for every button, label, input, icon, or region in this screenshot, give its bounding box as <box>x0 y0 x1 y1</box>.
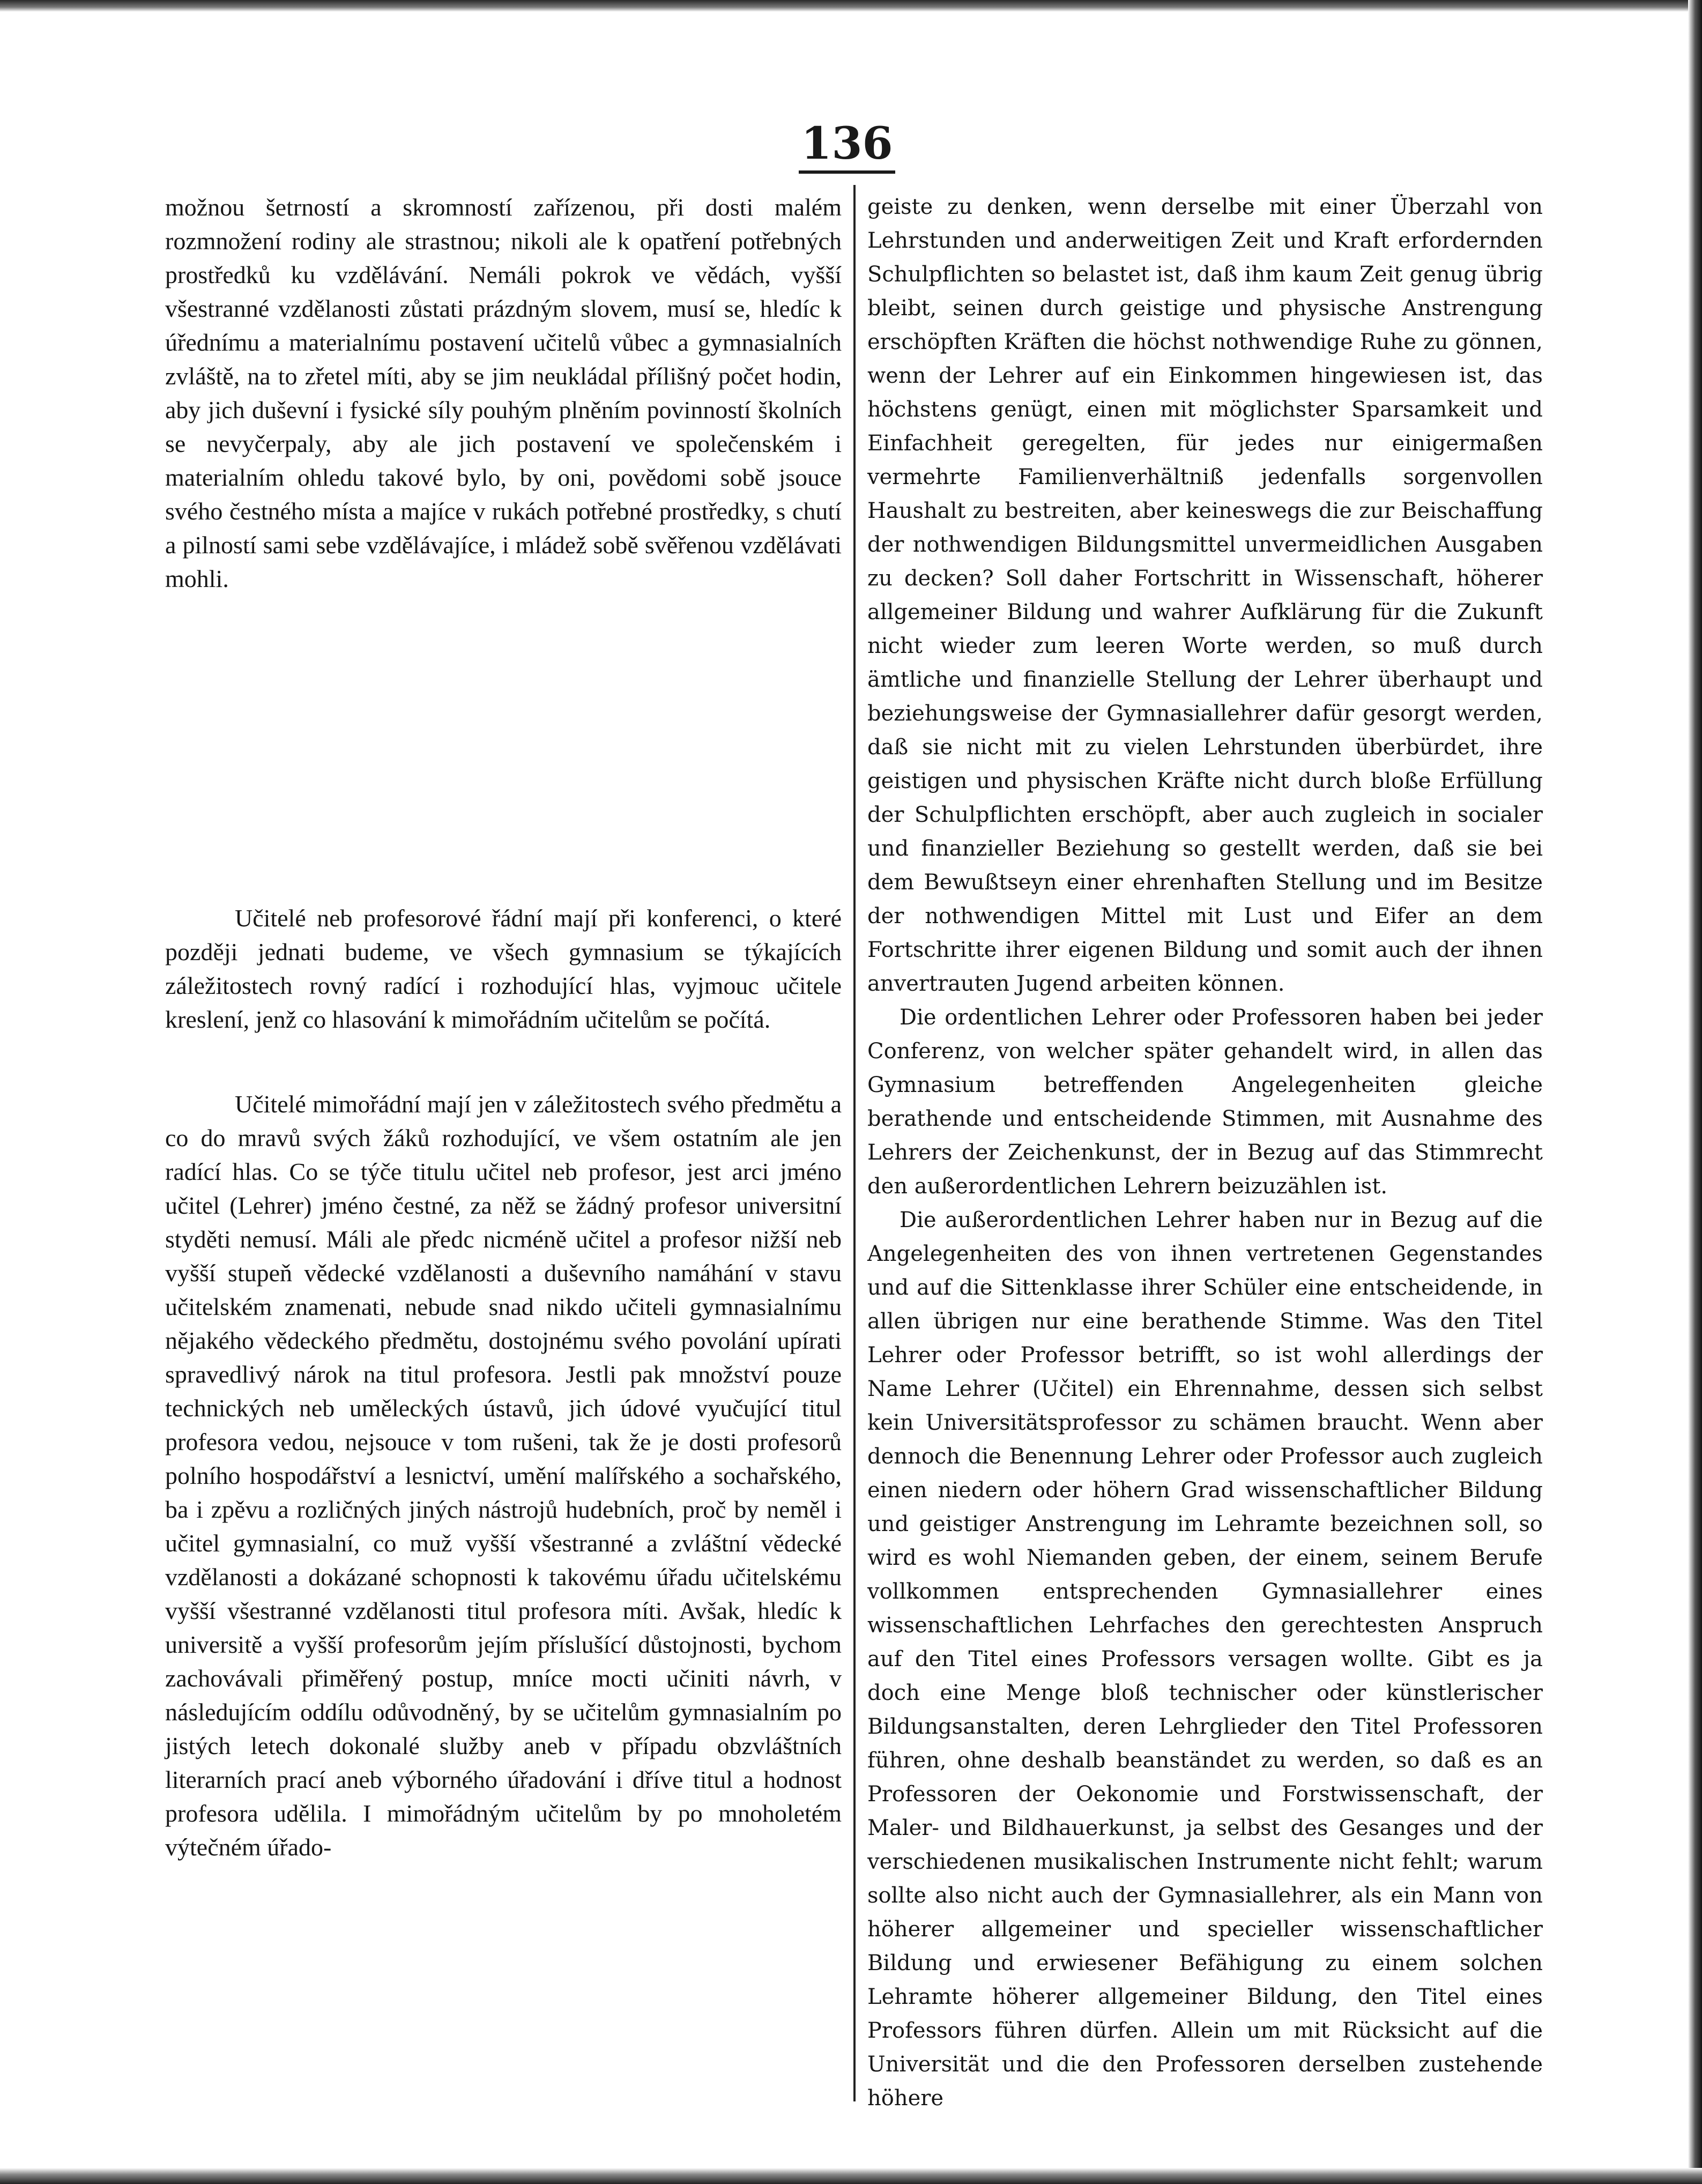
scan-edge-right <box>1688 0 1702 2184</box>
right-column-german <box>867 190 1543 2115</box>
column-divider <box>853 185 856 2101</box>
left-paragraph-1: možnou šetrností a skromností zařízenou, při dosti malém rozmnožení rodiny ale strastnou; nikoli ale k opatření potřebných prostředků ku vzdělávání. Nemáli pokrok ve vědách, vyšší všestranné vzdělanosti zůstati prázdným slovem, musí se, hledíc k úřednímu a materialnímu postavení učitelů vůbec a gymnasialních zvláště, na to zřetel míti, aby se jim neukládal přílišný počet hodin, aby jich duševní i fysické síly pouhým plněním povinností školních se nevyčerpaly, aby ale jich postavení ve společenském i materialním ohledu takové bylo, by oni, povědomi sobě jsouce svého čestného místa a majíce v rukách potřebné prostředky, s chutí a pilností sami sebe vzdělávajíce, i mládež sobě svěřenou vzdělávati mohli. <box>165 194 842 592</box>
left-paragraph-2: Učitelé neb profesorové řádní mají při konferenci, o které později jednati budeme, ve všech gymnasium se týkajících záležitostech rovný radící i rozhodující hlas, vyjmouc učitele kreslení, jenž co hlasování k mimořádním učitelům se počítá. <box>165 904 842 1033</box>
right-paragraph-2: Die ordentlichen Lehrer oder Professoren haben bei jeder Conferenz, von welcher später gehandelt wird, in allen das Gymnasium betreffenden Angelegenheiten gleiche berathende und entscheidende Stimmen, mit Ausnahme des Lehrers der Zeichenkunst, der in Bezug auf das Stimmrecht den außerordentlichen Lehrern beizuzählen ist. <box>867 1005 1543 1199</box>
right-paragraph-3: Die außerordentlichen Lehrer haben nur in Bezug auf die Angelegenheiten des von ihnen vertretenen Gegenstandes und auf die Sittenklasse ihrer Schüler eine entscheidende, in allen übrigen nur eine berathende Stimme. Was den Titel Lehrer oder Professor betrifft, so ist wohl allerdings der Name Lehrer (Učitel) ein Ehrennahme, dessen sich selbst kein Universitätsprofessor zu schämen braucht. Wenn aber dennoch die Benennung Lehrer oder Professor auch zugleich einen niedern oder höhern Grad wissenschaftlicher Bildung und geistiger Anstrengung im Lehramte bezeichnen soll, so wird es wohl Niemanden geben, der einem, seinem Berufe vollkommen entsprechenden Gymnasiallehrer eines wissenschaftlichen Lehrfaches den gerechtesten Anspruch auf den Titel eines Professors versagen wollte. Gibt es ja doch eine Menge bloß technischer oder künstlerischer Bildungsanstalten, deren Lehrglieder den Titel Professoren führen, ohne deshalb beanständet zu werden, so daß es an Professoren der Oekonomie und Forstwissenschaft, der Maler- und Bildhauerkunst, ja selbst des Gesanges und der verschiedenen musikalischen Instrumente nicht fehlt; warum sollte also nicht auch der Gymnasiallehrer, als ein Mann von höherer allgemeiner und specieller wissenschaftlicher Bildung und erwiesener Befähigung zu einem solchen Lehramte höherer allgemeiner Bildung, den Titel eines Professors führen dürfen. Allein um mit Rücksicht auf die Universität und die den Professoren derselben zustehende höhere <box>867 1208 1543 2111</box>
page-number: 136 <box>801 118 893 169</box>
right-paragraph-1: geiste zu denken, wenn derselbe mit einer Überzahl von Lehrstunden und anderweitigen Zeit und Kraft erfordernden Schulpflichten so belastet ist, daß ihm kaum Zeit genug übrig bleibt, seinen durch geistige und physische Anstrengung erschöpften Kräften die höchst nothwendige Ruhe zu gönnen, wenn der Lehrer auf ein Einkommen hingewiesen ist, das höchstens genügt, einen mit möglichster Sparsamkeit und Einfachheit geregelten, für jedes nur einigermaßen vermehrte Familienverhältniß jedenfalls sorgenvollen Haushalt zu bestreiten, aber keineswegs die zur Beischaffung der nothwendigen Bildungsmittel unvermeidlichen Ausgaben zu decken? Soll daher Fortschritt in Wissenschaft, höherer allgemeiner Bildung und wahrer Aufklärung für die Zukunft nicht wieder zum leeren Worte werden, so muß durch ämtliche und finanzielle Stellung der Lehrer überhaupt und beziehungsweise der Gymnasiallehrer dafür gesorgt werden, daß sie nicht mit zu vielen Lehrstunden überbürdet, ihre geistigen und physischen Kräfte nicht durch bloße Erfüllung der Schulpflichten erschöpft, aber auch zugleich in socialer und finanzieller Beziehung so gestellt werden, daß sie bei dem Bewußtseyn einer ehrenhaften Stellung und im Besitze der nothwendigen Mittel mit Lust und Eifer an dem Fortschritte ihrer eigenen Bildung und somit auch der ihnen anvertrauten Jugend arbeiten können. <box>867 195 1543 996</box>
left-column-czech <box>165 190 842 1864</box>
left-blank-space <box>165 596 842 901</box>
scan-edge-bottom <box>0 2168 1702 2184</box>
left-paragraph-gap <box>165 1036 842 1087</box>
left-paragraph-3: Učitelé mimořádní mají jen v záležitostech svého předmětu a co do mravů svých žáků rozhodující, ve všem ostatním ale jen radící hlas. Co se týče titulu učitel neb profesor, jest arci jméno učitel (Lehrer) jméno čestné, za něž se žádný profesor universitní styděti nemusí. Máli ale předc nicméně učitel a profesor nižší neb vyšší stupeň vědecké vzdělanosti a duševního namáhání v stavu učitelském znamenati, nebude snad nikdo učiteli gymnasialnímu nějakého vědeckého předmětu, dostojnému svého povolání upírati spravedlivý nárok na titul profesora. Jestli pak množství pouze technických neb uměleckých ústavů, jich údové vyučující titul profesora vedou, nejsouce v tom rušeni, tak že je dosti profesorů polního hospodářství a lesnictví, umění malířského a sochařského, ba i zpěvu a rozličných jiných nástrojů hudebních, proč by neměl i učitel gymnasialní, co muž vyšší všestranné a zvláštní vědecké vzdělanosti a dokázané schopnosti k takovému úřadu učitelskému vyšší všestranné vzdělanosti titul profesora míti. Avšak, hledíc k universitě a vyšší profesorům jejím příslušící důstojnosti, bychom zachovávali přiměřený postup, mníce mocti učiniti návrh, v následujícím oddílu odůvodněný, by se učitelům gymnasialním po jistých letech dokonalé služby aneb v případu obzvláštních literarních prací aneb výborného úřadování i dříve titul a hodnost profesora udělila. I mimořádným učitelům by po mnoholetém výtečném úřado- <box>165 1090 842 1861</box>
page-number-underline <box>799 170 895 174</box>
scan-edge-top <box>0 0 1702 12</box>
